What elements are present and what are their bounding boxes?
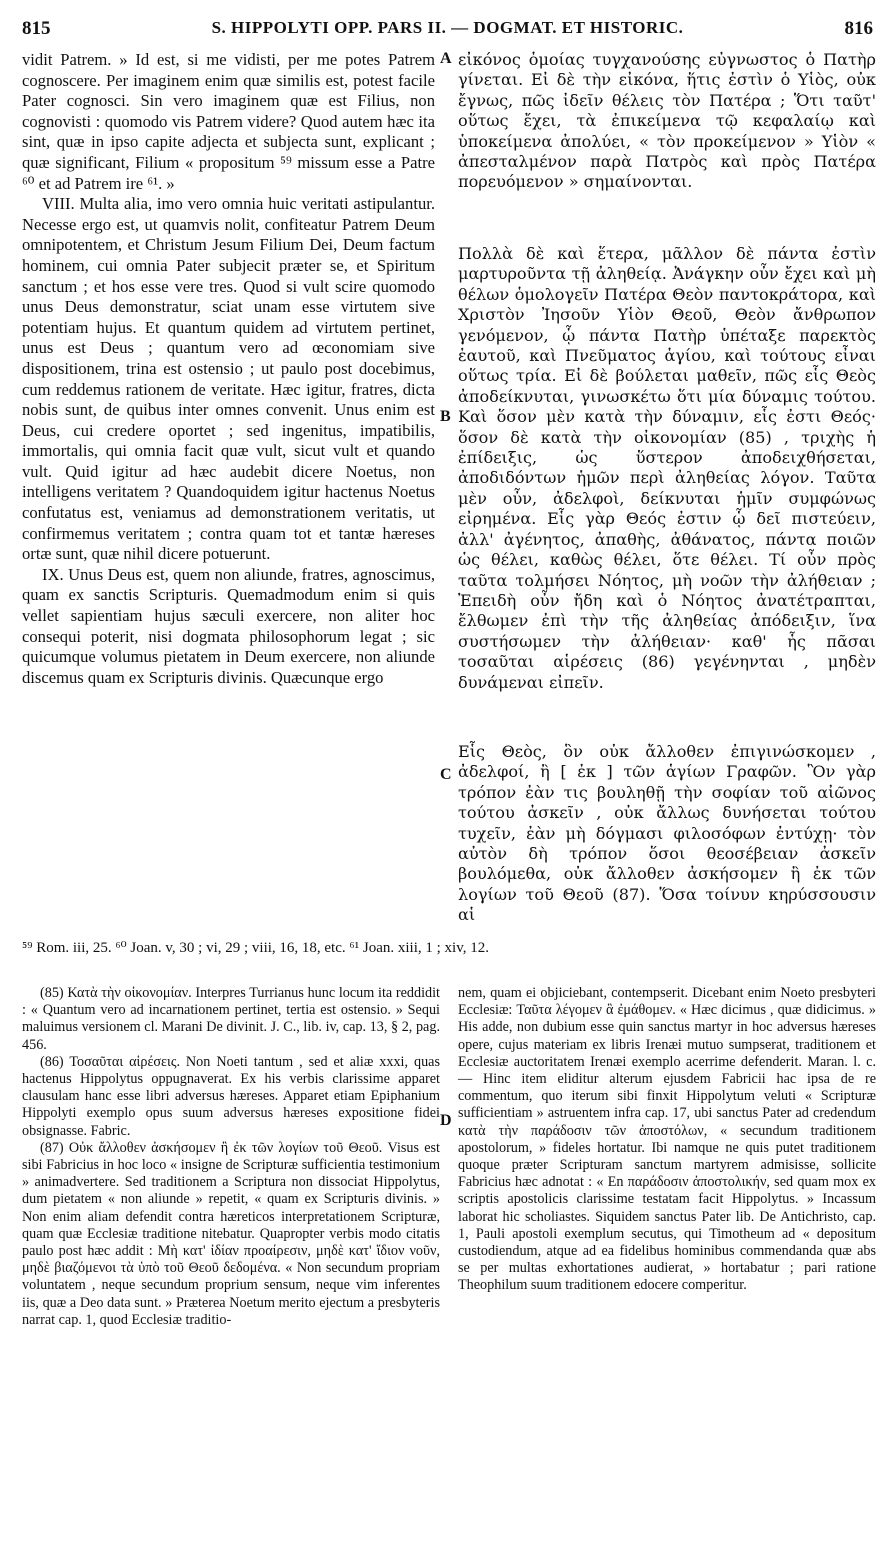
greek-paragraph-1: εἰκόνος ὁμοίας τυγχανούσης εὐγνωστος ὁ Πατὴρ γίνεται. Εἰ δὲ τὴν εἰκόνα, ἥτις ἐστὶν ὁ Υἱὸς, οὐκ ἔγνως, πῶς ἰδεῖν θέλεις τὸν Πατέρα ; Ὅτι ταῦτ' οὕτως ἔχει, τὰ ἐπικείμενα τῷ κεφαλαίῳ καὶ ὑποκείμενα ἀπολύει, « τὸν προκείμενον » Υἱὸν « ἀπεσταλμένον παρὰ Πατρὸς καὶ πρὸς Πατέρα πορευόμενον » σημαίνονται.: [458, 50, 876, 192]
note-87: (87) Οὐκ ἄλλοθεν ἀσκήσομεν ἢ ἐκ τῶν λογίων τοῦ Θεοῦ. Visus est sibi Fabricius in hoc loco « insigne de Scripturæ sufficientia testimonium » animadvertere. Sed traditionem a Scriptura non dissociat Hippolytus, dum pietatem « non aliunde » repetit, « quam ex Scripturis divinis. » Non enim aliam defendit contra hæreticos interpretationem Scripturæ, quam quæ Ecclesiæ traditione nitebatur. Quapropter verbis modo citatis paulo post hæc addit : Μὴ κατ' ἰδίαν προαίρεσιν, μηδὲ κατ' ἴδιον νοῦν, μηδὲ βιαζόμενοι τὰ ὑπὸ τοῦ Θεοῦ δεδομένα. « Non secundum propriam voluntatem , neque secundum proprium sensum, neque vim inferentes iis, quæ a Deo data sunt. » Præterea Noetum merito ejectum a presbyteris narrat cap. 1, quod Ecclesiæ traditio-: [22, 1139, 440, 1328]
greek-paragraph-3: Εἷς Θεὸς, ὃν οὐκ ἄλλοθεν ἐπιγινώσκομεν , ἀδελφοί, ἢ [ ἐκ ] τῶν ἁγίων Γραφῶν. Ὃν γὰρ τρόπον ἐὰν τις βουληθῇ τὴν σοφίαν τοῦ αἰῶνος τούτου ἀσκεῖν , οὐκ ἄλλως δυνήσεται τούτου τυχεῖν, ἐὰν μὴ δόγμασι φιλοσόφων ἐντύχῃ· τὸν αὐτὸν δὴ τρόπον ὅσοι θεοσέβειαν ἀσκεῖν βουλόμεθα, οὐκ ἄλλοθεν ἀσκήσομεν ἢ ἐκ τῶν λογίων τοῦ Θεοῦ (87). Ὅσα τοίνυν κηρύσσουσιν αἱ: [458, 742, 876, 925]
page-number-left: 815: [22, 18, 51, 39]
note-87-continued: nem, quam ei objiciebant, contempserit. Dicebant enim Noeto presbyteri Ecclesiæ: Ταῦτα λέγομεν ἃ ἐμάθομεν. « Hæc dicimus , quæ didicimus. » His adde, non dubium esse quin sanctus martyr in hoc adversus hæreses opere, cujus materiam ex libris Irenæi mutuo sumpserat, traditionem et Ecclesiæ auctoritatem Irenæi exemplo acerrime defenderit. Maran. l. c. — Hinc item eliditur alterum ejusdem Fabricii hac ipsa de re commentum, quo iterum sibi finxit Hippolytum veluti « Scripturæ sufficientiam » astruentem infra cap. 17, ubi sanctus Pater ad credendum κατὰ τὴν παράδοσιν τῶν ἀποστόλων, « secundum traditionem apostolorum, » fideles hortatur. Ibi namque ne quis putet traditionem quoque præter Scripturam sanctum martyrem admisisse, sollicite Fabricius hæc adnotat : « En παράδοσιν ἀποστολικήν, sed quam mox ex scriptis apostolicis clarissime testatam facit Hippolytus. » Incassum laborat hic scholiastes. Siquidem sanctus Pater lib. De Antichristo, cap. 1, Pauli apostoli exemplum secutus, qui Timotheum ad « depositum custodiendum, atque ad ea fidelibus hominibus commendanda quæ abs se per multas exhortationes audierat, » hortabatur ; pari ratione Theophilum suum traditionem edocere comperitur.: [458, 985, 876, 1294]
margin-letter-d: D: [440, 1112, 452, 1129]
note-85: (85) Κατὰ τὴν οἰκονομίαν. Interpres Turrianus hunc locum ita reddidit : « Quantum vero ad incarnationem pertinet, tertia est ostensio. » Sequi maluimus versionem cl. Marani De divinit. J. C., lib. iv, cap. 13, § 2, pag. 456.: [22, 985, 440, 1053]
page-number-right: 816: [844, 18, 873, 39]
running-title: S. HIPPOLYTI OPP. PARS II. — DOGMAT. ET HISTORIC.: [211, 18, 684, 37]
margin-letter-b: B: [440, 408, 451, 425]
scripture-references: ⁵⁹ Rom. iii, 25. ⁶⁰ Joan. v, 30 ; vi, 29 ; viii, 16, 18, etc. ⁶¹ Joan. xiii, 1 ; xiv, 12.: [22, 940, 489, 956]
margin-letter-a: A: [440, 50, 452, 67]
latin-paragraph: IX. Unus Deus est, quem non aliunde, fratres, agnoscimus, quam ex sanctis Scripturis. Quemadmodum enim si quis vellet sapientiam hujus sæculi exercere, non aliter hoc consequi poterit, nisi dogmata philosophorum legat ; sic quicumque volumus pietatem in Deum exercere, non aliunde discemus quam ex Scripturis divinis. Quæcunque ergo: [22, 564, 435, 687]
latin-paragraph: VIII. Multa alia, imo vero omnia huic veritati astipulantur. Necesse ergo est, ut quamvis nolit, confiteatur Patrem Deum omnipotentem, et Christum Jesum Filium Dei, Deum factum hominem, cui omnia Pater subjecit præter se, et Spiritum sanctum ; et hos esse vere tres. Quod si vult scire quomodo unus Deus demonstratur, sciat unam esse virtutem sive potentiam hujus. Et quantum quidem ad virtutem pertinet, unus est Deus ; quantum vero ad œconomiam sive dispositionem, trina est ostensio ; ut paulo post docebimus, cum reddemus rationem de veritate. Hæc igitur, fratres, dicta nobis sunt, de quibus inter omnes convenit. Unus enim est Deus, cui credere oportet ; sed ingenitus, impatibilis, immortalis, qui omnia facit quæ vult, sicut vult et quando vult. Quid igitur ad hæc audebit dicere Noetus, non intelligens veritatem ? Quandoquidem igitur hactenus Noetus confutatus est, veniamus ad demonstrationem veritatis, ut confirmemus veritatem ; contra quam tot et tantæ hæreses ortæ sunt, quæ nihil dicere potuerunt.: [22, 194, 435, 564]
latin-column: [22, 50, 435, 688]
latin-paragraph: vidit Patrem. » Id est, si me vidisti, per me potes Patrem cognoscere. Per imaginem enim quæ similis est, potest facile Pater cognosci. Sin vero imaginem quæ est Filius, non cognovisti : quomodo vis Patrem videre? Quod autem hæc ita sint, quæ in ipso capite adjecta et subjecta sunt, explicant ; quæ significant, Filium « propositum ⁵⁹ missum esse a Patre ⁶⁰ et ad Patrem ire ⁶¹. »: [22, 50, 435, 193]
margin-letter-c: C: [440, 766, 452, 783]
greek-paragraph-2: Πολλὰ δὲ καὶ ἕτερα, μᾶλλον δὲ πάντα ἐστὶν μαρτυροῦντα τῇ ἀληθείᾳ. Ἀνάγκην οὖν ἔχει καὶ μὴ θέλων ὁμολογεῖν Πατέρα Θεὸν παντοκράτορα, καὶ Χριστὸν Ἰησοῦν Υἱὸν Θεοῦ, Θεὸν ἄνθρωπον γενόμενον, ᾧ πάντα Πατὴρ ὑπέταξε παρεκτὸς ἑαυτοῦ, καὶ Πνεῦματος ἁγίου, καὶ τούτους εἶναι οὕτως τρία. Εἰ δὲ βούλεται μαθεῖν, πῶς εἷς Θεὸς ἀποδείκνυται, γινωσκέτω ὅτι μία δύναμις τούτου. Καὶ ὅσον μὲν κατὰ τὴν δύναμιν, εἷς ἐστι Θεός· ὅσον δὲ κατὰ τὴν οἰκονομίαν (85) , τριχὴς ἡ ἐπίδειξις, ὡς ὕστερον ἀποδειχθήσεται, ἀποδιδόντων ἡμῶν περὶ ἀληθείας λόγον. Ταῦτα μὲν οὖν, ἀδελφοὶ, δείκνυται ἡμῖν συμφώνως εἰρημένα. Εἷς γὰρ Θεός ἐστιν ᾧ δεῖ πιστεύειν, ἀλλ' ἀγένητος, ἀπαθὴς, ἀθάνατος, πάντα ποιῶν ὡς θέλει, καθὼς θέλει, ὅτε θέλει. Τί οὖν πρὸς ταῦτα τολμήσει Νόητος, μὴ νοῶν τὴν ἀλήθειαν ; Ἐπειδὴ οὖν ἤδη καὶ ὁ Νόητος ἀνατέτραπται, ἔλθωμεν ἐπὶ τὴν τῆς ἀληθείας ἀπόδειξιν, ἵνα συστήσωμεν τὴν ἀλήθειαν· καθ' ἧς πᾶσαι τοσαῦται αἱρέσεις (86) γεγένηνται , μηδὲν δυνάμεναι εἰπεῖν.: [458, 244, 876, 692]
note-86: (86) Τοσαῦται αἱρέσεις. Non Noeti tantum , sed et aliæ xxxi, quas hactenus Hippolytus oppugnaverat. Ex his verbis clarissime apparet clausulam hanc esse libri adversus hæreses. Apparet etiam Epiphanium Hippolyti exemplo opus suum adversus hæreses expositione fidei obsignasse. Fabric.: [22, 1053, 440, 1139]
notes-left-column: [22, 985, 440, 1329]
notes-right-column: [458, 985, 876, 1295]
page-header: [22, 18, 873, 44]
